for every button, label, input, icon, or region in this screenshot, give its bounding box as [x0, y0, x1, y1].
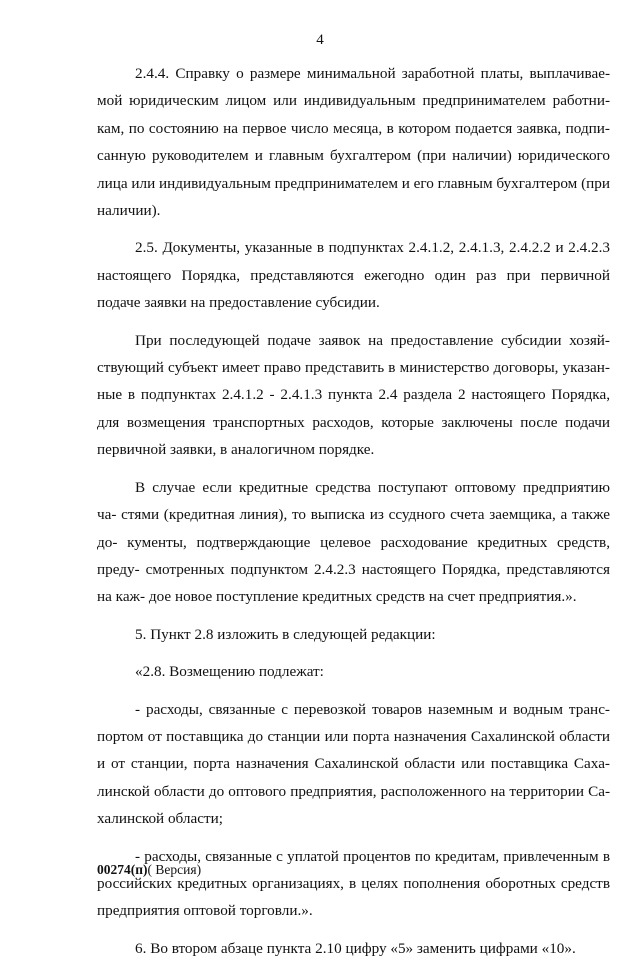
- paragraph-item-5: 5. Пункт 2.8 изложить в следующей редакции:: [135, 625, 436, 643]
- paragraph-item-6: 6. Во втором абзаце пункта 2.10 цифру «5» заменить цифрами «10».: [135, 939, 576, 957]
- paragraph-2-8-heading: «2.8. Возмещению подлежат:: [135, 663, 324, 681]
- footer: [97, 862, 201, 878]
- document-code: 00274(п): [97, 862, 148, 877]
- paragraph-2-5: 2.5. Документы, указанные в подпунктах 2.4.1.2, 2.4.1.3, 2.4.2.2 и 2.4.2.3 настоящего Порядка, представляются ежегодно один раз при первичной подаче заявки на предоставление субсидии.: [97, 239, 610, 312]
- paragraph-interest-expenses: - расходы, связанные с уплатой процентов по кредитам, привлеченным в российских кредитных организациях, в целях пополнения оборотных средств предприятия оптовой торговли.».: [97, 847, 610, 920]
- paragraph-credit-line: В случае если кредитные средства поступают оптовому предприятию ча- стями (кредитная линия), то выписка из ссудного счета заемщика, а также до- кументы, подтверждающие целевое расходование кредитных средств, преду- смотренных подпунктом 2.4.2.3 настоящего Порядка, представляются на каж- дое новое поступление кредитных средств на счет предприятия.».: [97, 478, 610, 606]
- paragraph-subsequent-applications: При последующей подаче заявок на предоставление субсидии хозяй- ствующий субъект имеет право представить в министерство договоры, указан- ные в подпунктах 2.4.1.2 - 2.4.1.3 пункта 2.4 раздела 2 настоящего Порядка, для возмещения транспортных расходов, которые заключены после подачи первичной заявки, в аналогичном порядке.: [97, 331, 610, 459]
- page-number: 4: [316, 32, 324, 48]
- document-body: [97, 60, 610, 962]
- paragraph-transport-expenses: - расходы, связанные с перевозкой товаров наземным и водным транс- портом от поставщика до станции или порта назначения Сахалинской области и от станции, порта назначения Сахалинской области или поставщика Саха- линской области до оптового предприятия, расположенного на территории Са- халинской области;: [97, 700, 610, 828]
- paragraph-2-4-4: 2.4.4. Справку о размере минимальной заработной платы, выплачивае- мой юридическим лицом или индивидуальным предпринимателем работни- кам, по состоянию на первое число месяца, в котором подается заявка, подпи- санную руководителем и главным бухгалтером (при наличии) юридического лица или индивидуальным предпринимателем и его главным бухгалтером (при наличии).: [97, 65, 610, 220]
- version-label: ( Версия): [147, 862, 202, 877]
